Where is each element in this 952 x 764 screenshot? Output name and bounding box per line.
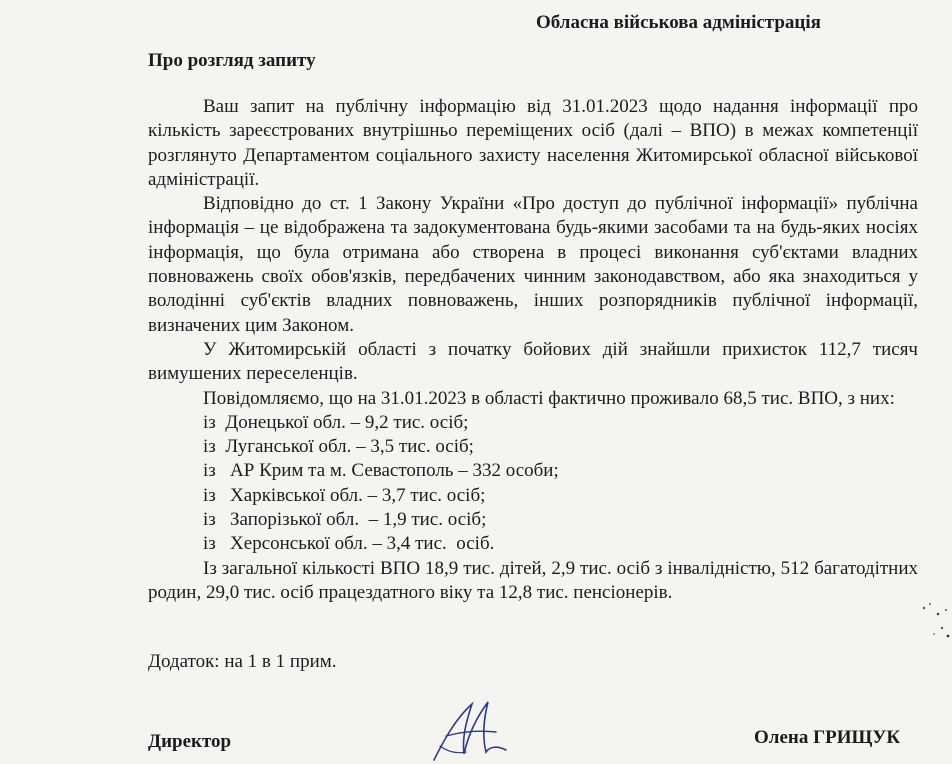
subject-line: Про розгляд запиту — [148, 50, 316, 71]
attachment-note: Додаток: на 1 в 1 прим. — [148, 651, 337, 672]
paragraph-residents: Повідомляємо, що на 31.01.2023 в області фактично проживало 68,5 тис. ВПО, з них: — [203, 387, 895, 409]
list-item: із Харківської обл. – 3,7 тис. осіб; — [203, 484, 486, 506]
paragraph-summary: Із загальної кількості ВПО 18,9 тис. дітей, 2,9 тис. осіб з інвалідністю, 512 багатодітних родин, 29,0 тис. осіб працездатного віку та 12,8 тис. пенсіонерів. — [148, 557, 918, 603]
scan-artifact — [918, 590, 952, 650]
list-item: із АР Крим та м. Севастополь – 332 особи; — [203, 460, 559, 482]
paragraph-request: Ваш запит на публічну інформацію від 31.01.2023 щодо надання інформації про кількість зареєстрованих внутрішньо переміщених осіб (далі – ВПО) в межах компетенції розглянуто Департаментом соціального захисту населення Житомирської обласної військової адміністрації. — [148, 96, 918, 190]
signatory-name: Олена ГРИЩУК — [754, 727, 901, 748]
signatory-title: Директор — [148, 731, 232, 752]
list-item: із Херсонської обл. – 3,4 тис. осіб. — [203, 533, 495, 555]
paragraph-law: Відповідно до ст. 1 Закону України «Про доступ до публічної інформації» публічна інформація – це відображена та задокументована будь-якими засобами та на будь-яких носіях інформація, що була отримана або створена в процесі виконання суб'єктами владних повноважень своїх обов'язків, передбачених чинним законодавством, або яка знаходиться у володінні суб'єктів владних повноважень, інших розпорядників публічної інформації, визначених цим Законом. — [148, 193, 918, 336]
list-item: із Запорізької обл. – 1,9 тис. осіб; — [203, 509, 487, 531]
handwritten-signature — [426, 696, 512, 764]
list-item: із Луганської обл. – 3,5 тис. осіб; — [203, 436, 474, 458]
list-item: із Донецької обл. – 9,2 тис. осіб; — [203, 411, 469, 433]
paragraph-refugees: У Житомирській області з початку бойових дій знайшли прихисток 112,7 тисяч вимушених переселенців. — [148, 338, 918, 385]
recipient-heading: Обласна військова адміністрація — [536, 12, 821, 33]
regions-list — [148, 411, 918, 557]
letter-body — [148, 95, 918, 605]
